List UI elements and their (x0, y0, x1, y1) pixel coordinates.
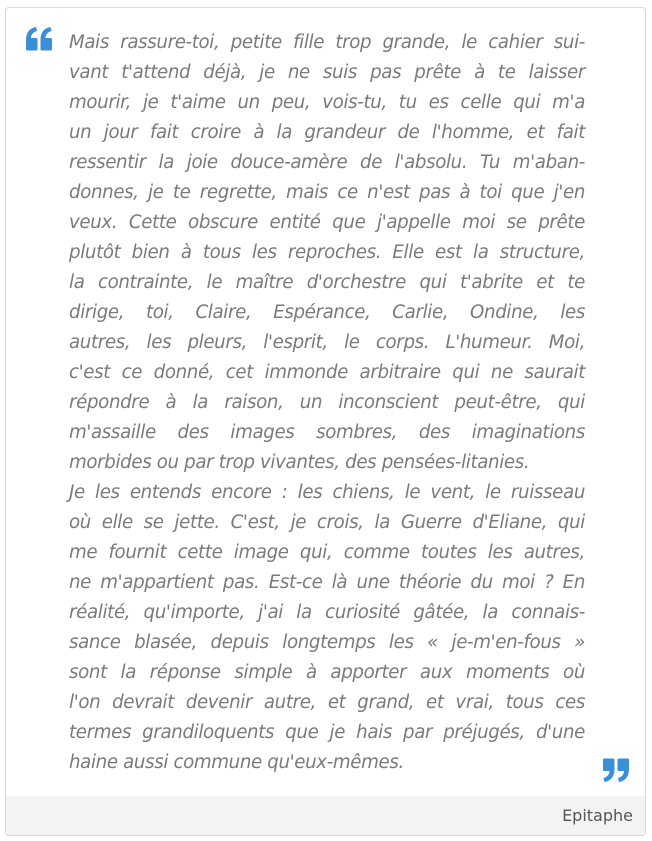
quote-text (69, 28, 585, 778)
open-quote-icon (24, 26, 54, 52)
text-line: où elle se jette. C'est, je crois, la Guerre d'Eliane, qui (69, 512, 585, 533)
paragraph-1 (69, 28, 585, 478)
text-line: autres, les pleurs, l'esprit, le corps. L'humeur. Moi, (69, 332, 585, 353)
text-line: haine aussi commune qu'eux-mêmes. (69, 752, 404, 773)
text-line: plutôt bien à tous les reproches. Elle est la structure, (69, 242, 585, 263)
text-line: veux. Cette obscure entité que j'appelle moi se prête (69, 212, 585, 233)
text-line: vant t'attend déjà, je ne suis pas prête à te laisser (69, 62, 585, 83)
quote-body (6, 8, 645, 796)
text-line: c'est ce donné, cet immonde arbitraire qui ne saurait (69, 362, 585, 383)
text-line: l'on devrait devenir autre, et grand, et vrai, tous ces (69, 692, 585, 713)
text-line: Je les entends encore : les chiens, le vent, le ruisseau (69, 482, 585, 503)
text-line: ne m'appartient pas. Est-ce là une théorie du moi ? En (69, 572, 585, 593)
text-line: la contrainte, le maître d'orchestre qui t'abrite et te (69, 272, 585, 293)
text-line: donnes, je te regrette, mais ce n'est pas à toi que j'en (69, 182, 585, 203)
paragraph-2 (69, 478, 585, 778)
quote-source: Epitaphe (562, 806, 633, 825)
quote-card (5, 7, 646, 836)
text-line: ressentir la joie douce-amère de l'absolu. Tu m'aban- (69, 152, 585, 173)
text-line: réalité, qu'importe, j'ai la curiosité gâtée, la connais- (69, 602, 585, 623)
text-line: répondre à la raison, un inconscient peut-être, qui (69, 392, 585, 413)
text-line: me fournit cette image qui, comme toutes les autres, (69, 542, 585, 563)
quote-footer (6, 796, 645, 835)
text-line: Mais rassure-toi, petite fille trop grande, le cahier sui- (69, 32, 585, 53)
text-line: m'assaille des images sombres, des imaginations (69, 422, 585, 443)
text-line: mourir, je t'aime un peu, vois-tu, tu es celle qui m'a (69, 92, 585, 113)
text-line: dirige, toi, Claire, Espérance, Carlie, Ondine, les (69, 302, 585, 323)
text-line: morbides ou par trop vivantes, des pensées-litanies. (69, 452, 530, 473)
text-line: sont la réponse simple à apporter aux moments où (69, 662, 585, 683)
text-line: sance blasée, depuis longtemps les « je-m'en-fous » (69, 632, 585, 653)
text-line: termes grandiloquents que je hais par préjugés, d'une (69, 722, 585, 743)
text-line: un jour fait croire à la grandeur de l'homme, et fait (69, 122, 585, 143)
close-quote-icon (601, 757, 631, 783)
